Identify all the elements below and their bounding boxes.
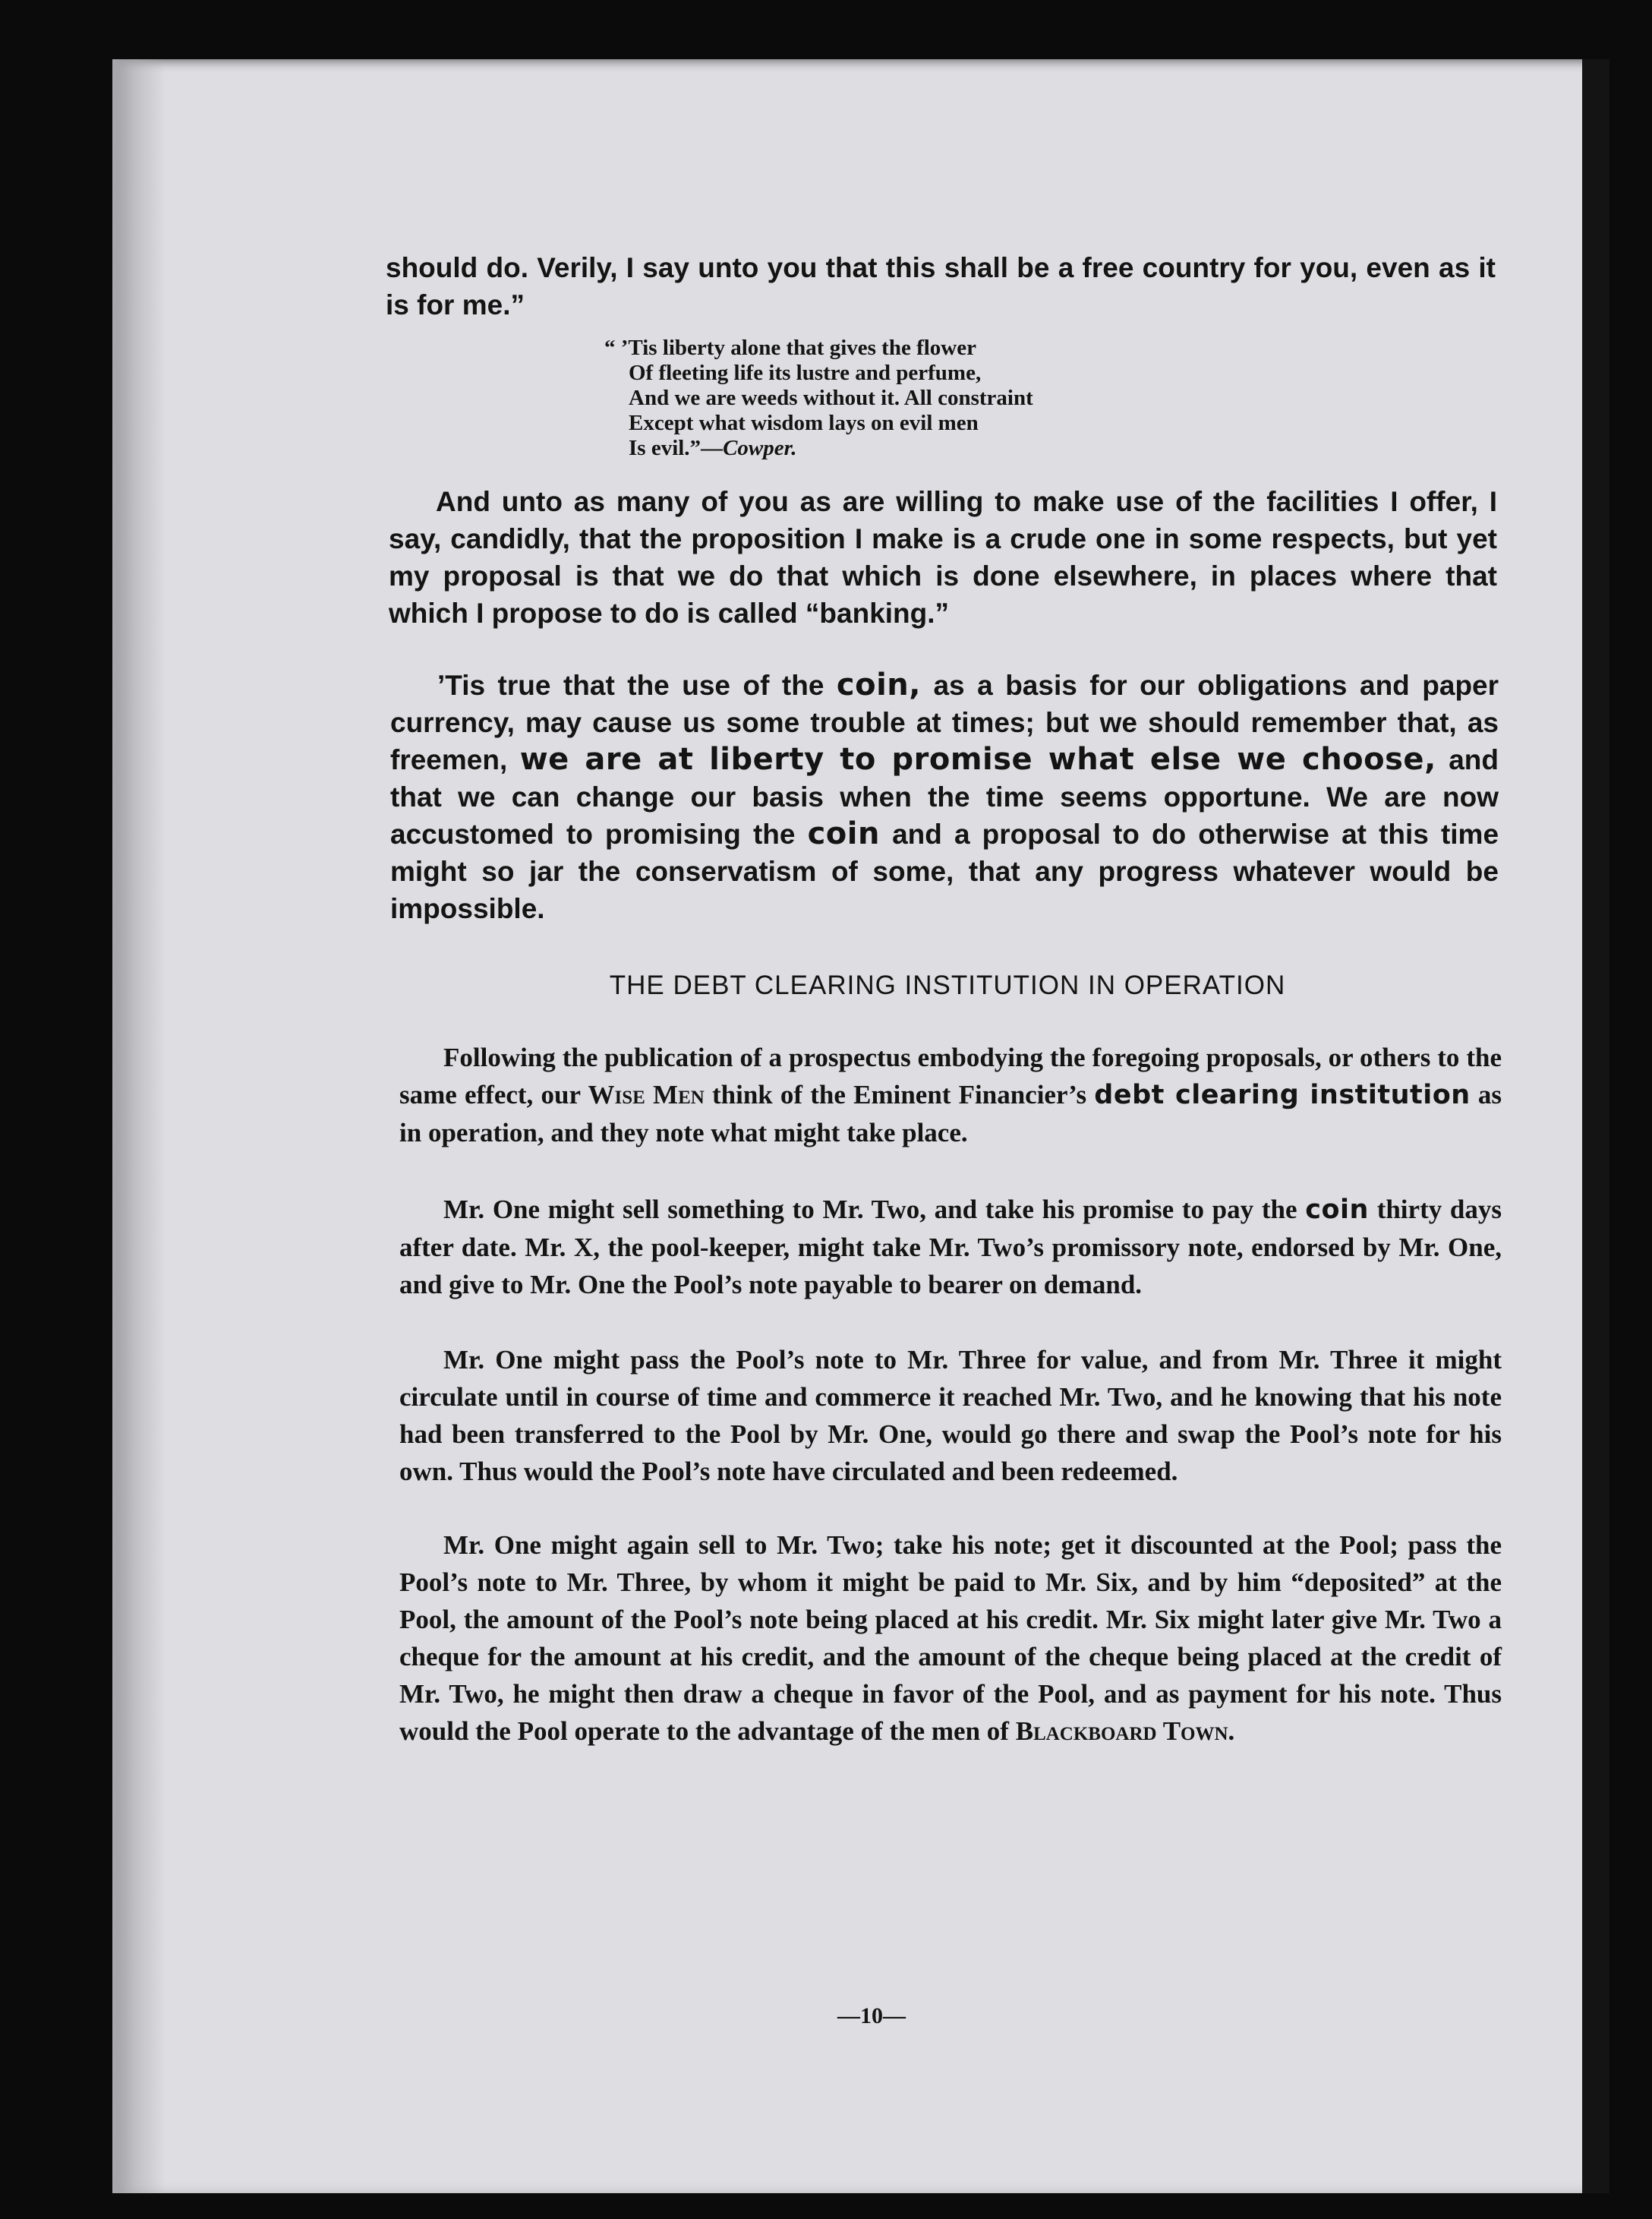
opening-paragraph-block bbox=[386, 249, 1496, 324]
paragraph-2-text: And unto as many of you as are willing to make use of the facilities I offer, I say, candidly, that the proposition I make is a crude one in some respects, but yet my proposal is that we do that which is done elsewhere, in places where that which I propose to do is called “banking.” bbox=[389, 486, 1497, 629]
paragraph-6 bbox=[399, 1341, 1502, 1490]
paragraph-3-emphasis-coin-2: coin bbox=[807, 816, 880, 851]
poem-block bbox=[604, 336, 1364, 461]
poem-line-5 bbox=[604, 436, 1364, 461]
paragraph-4-part-1: Following the publication of a prospectus embodying the foregoing proposals, or others to the same effect, our bbox=[399, 1043, 1502, 1110]
poem-line-4: Except what wisdom lays on evil men bbox=[629, 411, 979, 435]
paragraph-2 bbox=[389, 483, 1497, 632]
paragraph-5-emphasis: coin bbox=[1305, 1195, 1369, 1225]
poem-line-1: “ ’Tis liberty alone that gives the flower bbox=[604, 336, 976, 360]
paragraph-7-block bbox=[399, 1526, 1502, 1750]
paragraph-3-part-2: as a basis for our obligations and paper currency, may cause us some trouble at times; but we should remember that, as freemen, bbox=[390, 670, 1499, 775]
paragraph-3-block bbox=[390, 667, 1499, 927]
paragraph-3-part-3: and that we can change our basis when the time seems opportune. We are now accustomed to promising the bbox=[390, 744, 1499, 850]
paragraph-3 bbox=[390, 667, 1499, 927]
poem-line-3: And we are weeds without it. All constraint bbox=[629, 386, 1033, 410]
poem-last-line-text: Is evil.”— bbox=[629, 436, 724, 460]
paragraph-5-block bbox=[399, 1191, 1502, 1303]
paragraph-6-text: Mr. One might pass the Pool’s note to Mr. Three for value, and from Mr. Three it might circulate until in course of time and commerce it reached Mr. Two, and he knowing that his note had been transferred to the Pool by Mr. One, would go there and swap the Pool’s note for his own. Thus would the Pool’s note have circulated and been redeemed. bbox=[399, 1345, 1502, 1486]
paragraph-3-emphasis-liberty: we are at liberty to promise what else we choose, bbox=[519, 742, 1436, 777]
paragraph-4-part-2: think of the Eminent Financier’s bbox=[711, 1080, 1087, 1110]
paragraph-3-part-4: and a proposal to do otherwise at this time might so jar the conservatism of some, that any progress whatever would be impossible. bbox=[390, 819, 1499, 924]
paragraph-5-part-2: thirty days after date. Mr. X, the pool-keeper, might take Mr. Two’s promissory note, endorsed by Mr. One, and give to Mr. One the Pool’s note payable to bearer on demand. bbox=[399, 1195, 1502, 1299]
document-page bbox=[112, 59, 1609, 2193]
paragraph-4-emphasis: debt clearing institution bbox=[1094, 1080, 1471, 1110]
poem-line-2: Of fleeting life its lustre and perfume, bbox=[629, 361, 982, 385]
paragraph-5-part-1: Mr. One might sell something to Mr. Two, and take his promise to pay the bbox=[443, 1195, 1297, 1224]
paragraph-3-part-1: ’Tis true that the use of the bbox=[437, 670, 824, 701]
opening-paragraph: should do. Verily, I say unto you that this shall be a free country for you, even as it is for me.” bbox=[386, 252, 1496, 320]
page-edge-shadow bbox=[1582, 59, 1609, 2193]
paragraph-6-block bbox=[399, 1341, 1502, 1490]
paragraph-3-emphasis-coin: coin, bbox=[836, 668, 921, 702]
paragraph-5 bbox=[399, 1191, 1502, 1303]
paragraph-4-block bbox=[399, 1039, 1502, 1151]
section-heading: THE DEBT CLEARING INSTITUTION IN OPERATION bbox=[609, 971, 1286, 1000]
section-heading-block bbox=[507, 971, 1388, 1001]
paragraph-4-small-caps: Wise Men bbox=[588, 1080, 705, 1110]
poem-author: Cowper. bbox=[723, 436, 797, 460]
paragraph-7 bbox=[399, 1526, 1502, 1750]
paragraph-7-small-caps: Blackboard Town. bbox=[1015, 1716, 1235, 1746]
paragraph-4 bbox=[399, 1039, 1502, 1151]
page-number-block bbox=[796, 2003, 947, 2029]
paragraph-4-part-3: as in operation, and they note what might take place. bbox=[399, 1080, 1502, 1147]
paragraph-7-text: Mr. One might again sell to Mr. Two; take his note; get it discounted at the Pool; pass the Pool’s note to Mr. Three, by whom it might be paid to Mr. Six, and by him “deposited” at the Pool, the amount of the Pool’s note being placed at his credit. Mr. Six might later give Mr. Two a cheque for the amount at his credit, and the amount of the cheque being placed at the credit of Mr. Two, he might then draw a cheque in favor of the Pool, and as payment for his note. Thus would the Pool operate to the advantage of the men of bbox=[399, 1530, 1502, 1746]
page-number: —10— bbox=[837, 2003, 906, 2028]
poem bbox=[604, 336, 1364, 461]
paragraph-2-block bbox=[389, 483, 1497, 632]
